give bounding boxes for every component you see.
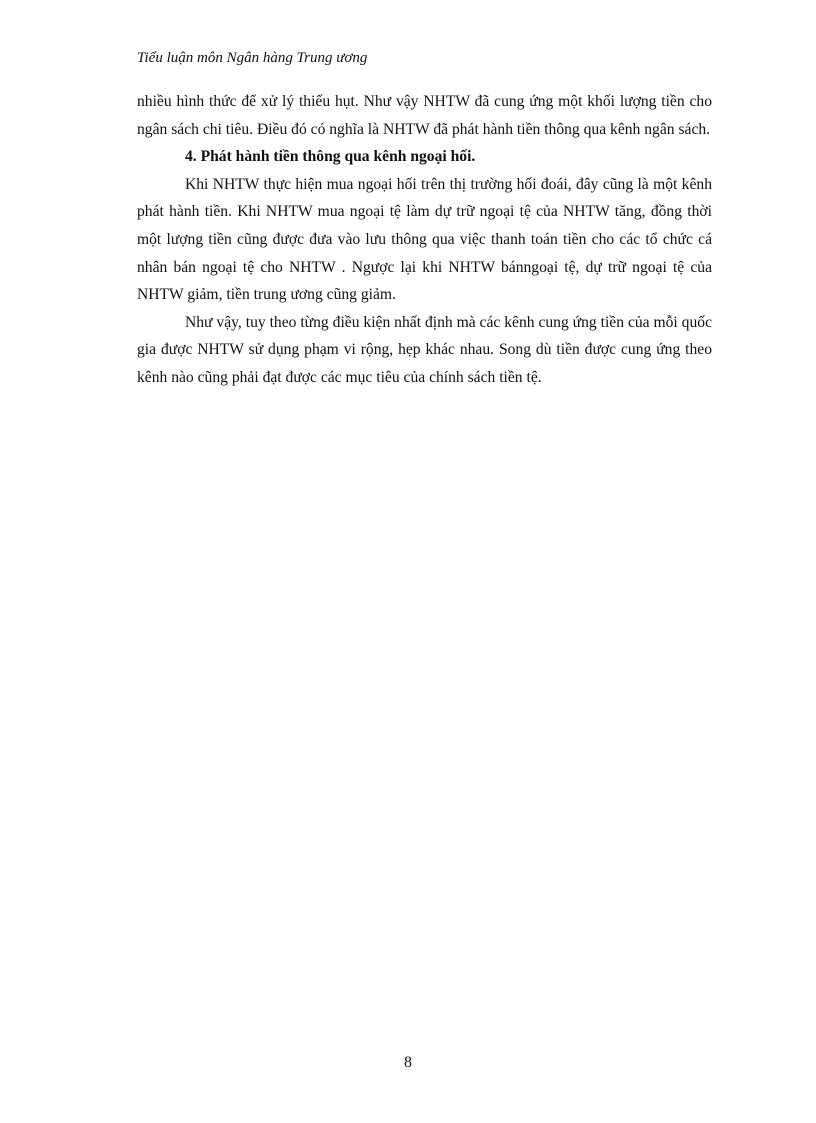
paragraph-budget-channel: nhiều hình thức để xử lý thiếu hụt. Như vậy NHTW đã cung ứng một khối lượng tiền cho ngân sách chi tiêu. Điều đó có nghĩa là NHTW đã phát hành tiền thông qua kênh ngân sách. <box>137 93 712 138</box>
running-header: Tiểu luận môn Ngân hàng Trung ương <box>137 50 368 66</box>
paragraph-foreign-exchange-channel: Khi NHTW thực hiện mua ngoại hối trên thị trường hối đoái, đây cũng là một kênh phát hành tiền. Khi NHTW mua ngoại tệ làm dự trữ ngoại tệ của NHTW tăng, đồng thời một lượng tiền cũng được đưa vào lưu thông qua việc thanh toán tiền cho các tổ chức cá nhân bán ngoại tệ cho NHTW . Ngược lại khi NHTW bánngoại tệ, dự trữ ngoại tệ của NHTW giảm, tiền trung ương cũng giảm. <box>137 175 712 304</box>
paragraph-conclusion: Như vậy, tuy theo từng điều kiện nhất định mà các kênh cung ứng tiền của mỗi quốc gia được NHTW sử dụng phạm vi rộng, hẹp khác nhau. Song dù tiền được cung ứng theo kênh nào cũng phải đạt được các mục tiêu của chính sách tiền tệ. <box>137 313 712 386</box>
section-heading: 4. Phát hành tiền thông qua kênh ngoại hối. <box>185 148 476 166</box>
page-body <box>137 88 712 392</box>
page-number: 8 <box>404 1054 412 1071</box>
